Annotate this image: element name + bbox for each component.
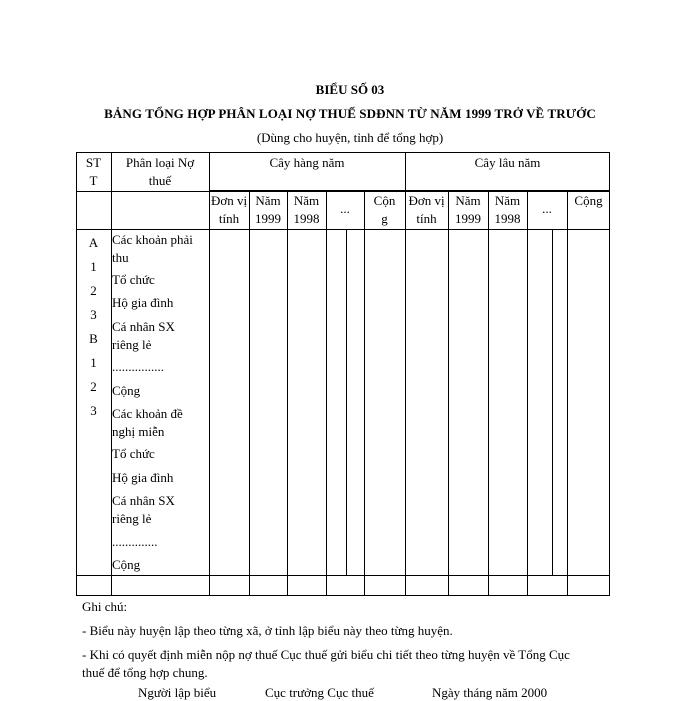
annual-ellipsis-header: ... [340, 201, 350, 216]
annual-unit-header: Đơn vị tính [210, 193, 248, 226]
stt-cell: 2 [90, 283, 97, 298]
annual-1998-header: Năm 1998 [293, 193, 320, 226]
row-subtotal: Cộng [112, 557, 141, 572]
row-household: Hộ gia đình [112, 295, 174, 310]
note-item: - Khi có quyết định miễn nộp nợ thuế Cục thuế gửi biểu chi tiết theo từng huyện về Tổng Cục thuế để tổng hợp chung. [82, 647, 570, 680]
row-individual: Cá nhân SX riêng lẻ [112, 493, 175, 526]
form-number: BIỂU SỐ 03 [315, 82, 385, 97]
perennial-crops-header: Cây lâu năm [474, 155, 541, 170]
annual-crops-header: Cây hàng năm [269, 155, 345, 170]
perennial-1999-header: Năm 1999 [455, 193, 481, 226]
row-subtotal: Cộng [112, 383, 141, 398]
row-dots: .............. [112, 534, 158, 549]
perennial-unit-header: Đơn vị tính [408, 193, 445, 226]
category-header: Phân loại Nợ thuế [125, 155, 195, 188]
document-title: BẢNG TỔNG HỢP PHÂN LOẠI NỢ THUẾ SDĐNN TỪ NĂM 1999 TRỞ VỀ TRƯỚC [104, 106, 596, 121]
row-household: Hộ gia đình [112, 470, 174, 485]
stt-header: ST T [85, 155, 102, 188]
notes-section [82, 598, 622, 682]
perennial-1998-header: Năm 1998 [494, 193, 521, 226]
annual-1999-header: Năm 1999 [255, 193, 281, 226]
stt-cell: 1 [90, 259, 97, 274]
row-organization: Tổ chức [112, 446, 155, 461]
perennial-ellipsis-header: ... [542, 201, 552, 216]
stt-cell: 2 [90, 379, 97, 394]
stt-cell: A [88, 235, 99, 250]
row-exemption-requests: Các khoản đề nghị miễn [112, 406, 183, 439]
annual-total-header: Cộn g [373, 193, 396, 226]
row-individual: Cá nhân SX riêng lẻ [112, 319, 175, 352]
row-dots: ................ [112, 359, 164, 374]
stt-cell: B [89, 331, 98, 346]
document-subtitle: (Dùng cho huyện, tỉnh để tổng hợp) [256, 130, 444, 145]
notes-heading: Ghi chú: [82, 599, 128, 614]
row-organization: Tổ chức [112, 272, 155, 287]
perennial-total-header: Cộng [574, 193, 603, 208]
debt-classification-table [76, 152, 610, 596]
stt-cell: 1 [90, 355, 97, 370]
note-item: - Biểu này huyện lập theo từng xã, ở tỉnh lập biểu này theo từng huyện. [82, 623, 453, 638]
row-receivables: Các khoản phải thu [112, 232, 193, 265]
stt-cell: 3 [90, 307, 97, 322]
stt-column [76, 231, 111, 423]
director-signature: Cục trưởng Cục thuế [265, 685, 374, 700]
date-line: Ngày tháng năm 2000 [432, 685, 548, 700]
stt-cell: 3 [90, 403, 97, 418]
preparer-signature: Người lập biểu [138, 685, 217, 700]
